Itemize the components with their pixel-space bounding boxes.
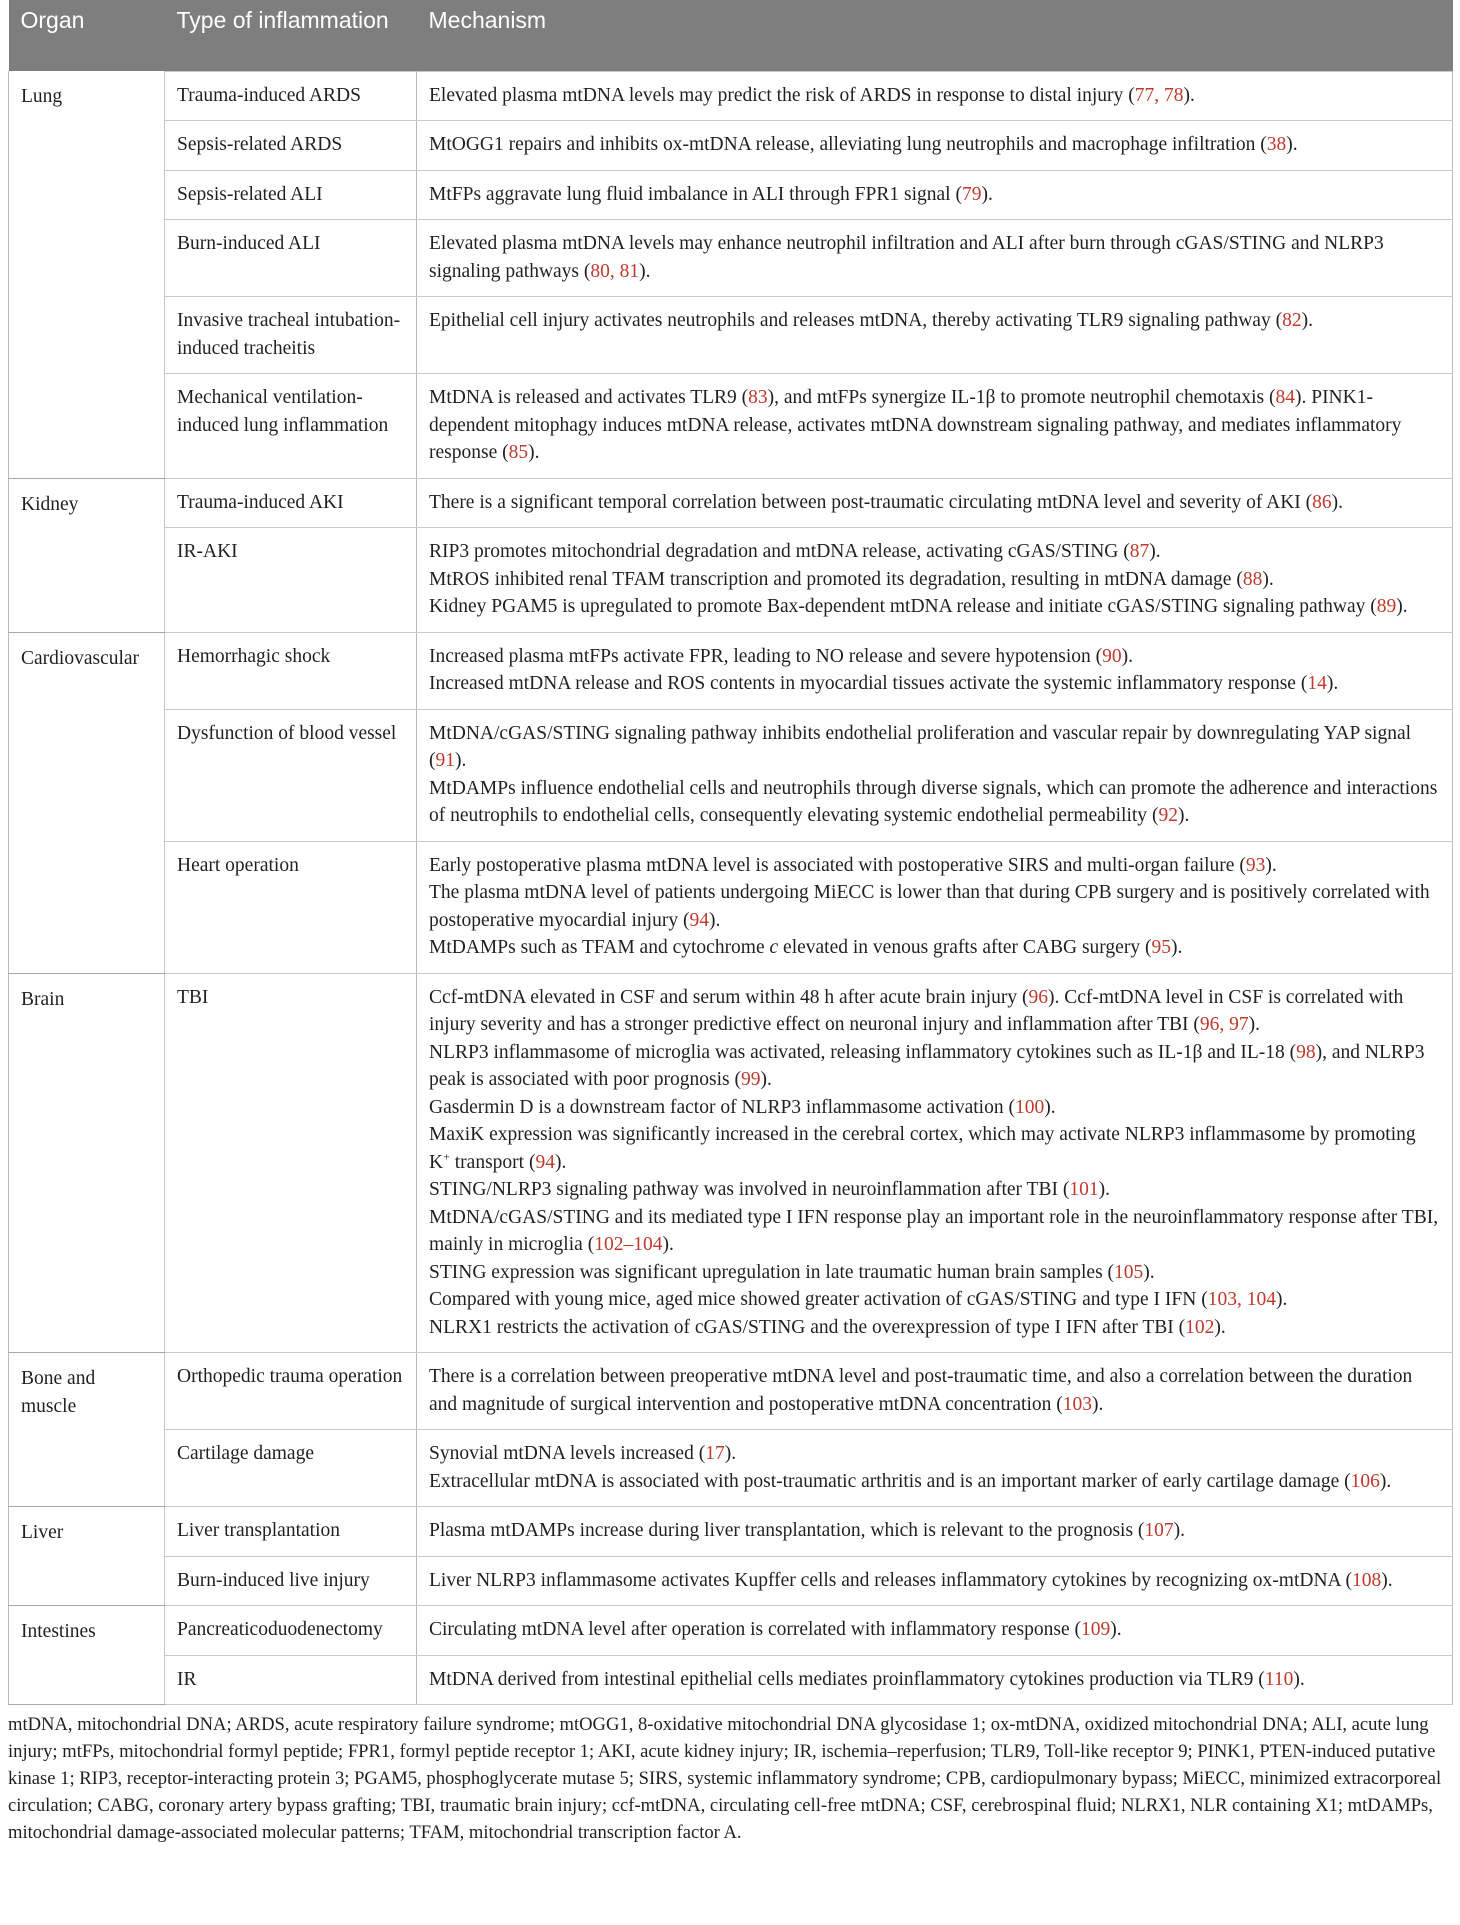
reference-link[interactable]: 108 — [1351, 1569, 1382, 1591]
table-container — [8, 0, 1460, 1846]
mechanism-line: STING expression was significant upregulation in late traumatic human brain samples (105). — [429, 1261, 1155, 1283]
reference-link[interactable]: 80, 81 — [590, 260, 640, 282]
reference-link[interactable]: 79 — [961, 183, 982, 205]
inflammation-type-cell: Trauma-induced AKI — [165, 478, 417, 528]
inflammation-type-cell: Burn-induced ALI — [165, 220, 417, 297]
mechanism-cell — [417, 297, 1453, 374]
mechanism-line: Increased plasma mtFPs activate FPR, leading to NO release and severe hypotension (90). — [429, 645, 1133, 667]
reference-link[interactable]: 86 — [1312, 491, 1332, 513]
reference-link[interactable]: 14 — [1307, 673, 1327, 694]
header-mechanism: Mechanism — [417, 0, 1453, 71]
inflammation-type-cell: Cartilage damage — [165, 1430, 417, 1507]
reference-link[interactable]: 103 — [1062, 1393, 1093, 1415]
organ-cell-lung: Lung — [9, 71, 165, 478]
organ-cell-liver: Liver — [9, 1507, 165, 1606]
mechanism-line: MtROS inhibited renal TFAM transcription and promoted its degradation, resulting in mtDNA damage (88). — [429, 568, 1274, 590]
mechanism-line: RIP3 promotes mitochondrial degradation and mtDNA release, activating cGAS/STING (87). — [429, 541, 1161, 562]
inflammation-type-cell: IR-AKI — [165, 528, 417, 633]
reference-link[interactable]: 87 — [1129, 541, 1150, 562]
inflammation-type-cell: Dysfunction of blood vessel — [165, 709, 417, 841]
mechanism-line: MtDNA/cGAS/STING signaling pathway inhibits endothelial proliferation and vascular repair by downregulating YAP signal (91). — [429, 722, 1412, 771]
inflammation-type-cell: Sepsis-related ALI — [165, 170, 417, 220]
organ-cell-brain: Brain — [9, 973, 165, 1353]
inflammation-type-cell: Heart operation — [165, 841, 417, 973]
mechanism-line: MtFPs aggravate lung fluid imbalance in ALI through FPR1 signal (79). — [429, 183, 993, 205]
table-row — [9, 170, 1453, 220]
mechanism-line: MtOGG1 repairs and inhibits ox-mtDNA release, alleviating lung neutrophils and macrophage infiltration (38). — [429, 134, 1298, 155]
inflammation-type-cell: Trauma-induced ARDS — [165, 71, 417, 121]
reference-link[interactable]: 77, 78 — [1134, 84, 1184, 106]
reference-link[interactable]: 99 — [740, 1069, 761, 1090]
mechanism-cell — [417, 220, 1453, 297]
table-row — [9, 374, 1453, 479]
organ-cell-intestines: Intestines — [9, 1606, 165, 1705]
mechanism-line: STING/NLRP3 signaling pathway was involved in neuroinflammation after TBI (101). — [429, 1179, 1110, 1200]
reference-link[interactable]: 82 — [1282, 310, 1302, 331]
reference-link[interactable]: 110 — [1264, 1668, 1294, 1690]
reference-link[interactable]: 83 — [748, 387, 768, 408]
organ-cell-bone-and-muscle: Bone and muscle — [9, 1353, 165, 1507]
table-row — [9, 478, 1453, 528]
inflammation-type-cell: Invasive tracheal intubation-induced tracheitis — [165, 297, 417, 374]
inflammation-type-cell: Hemorrhagic shock — [165, 632, 417, 709]
header-organ: Organ — [9, 0, 165, 71]
reference-link[interactable]: 88 — [1242, 568, 1263, 590]
inflammation-type-cell: IR — [165, 1655, 417, 1705]
mechanism-cell — [417, 71, 1453, 121]
reference-link[interactable]: 38 — [1266, 134, 1287, 155]
table-row — [9, 841, 1453, 973]
mechanism-line: There is a correlation between preoperative mtDNA level and post-traumatic time, and also a correlation between the duration and magnitude of surgical intervention and postoperative mtDNA concentration (103). — [429, 1366, 1413, 1415]
reference-link[interactable]: 106 — [1350, 1470, 1380, 1492]
mechanism-cell — [417, 1655, 1453, 1705]
reference-link[interactable]: 92 — [1158, 805, 1178, 826]
table-row — [9, 528, 1453, 633]
mechanism-cell — [417, 1353, 1453, 1430]
mechanism-cell — [417, 1556, 1453, 1606]
table-row — [9, 1556, 1453, 1606]
table-row — [9, 71, 1453, 121]
reference-link[interactable]: 100 — [1014, 1096, 1045, 1118]
reference-link[interactable]: 101 — [1069, 1179, 1099, 1200]
mechanism-line: Kidney PGAM5 is upregulated to promote Bax-dependent mtDNA release and initiate cGAS/STING signaling pathway (89). — [429, 596, 1408, 617]
mechanism-line: MtDNA is released and activates TLR9 (83), and mtFPs synergize IL-1β to promote neutrophil chemotaxis (84). PINK1-dependent mitophagy induces mtDNA release, activates mtDNA downstream signaling pathway, and mediates inflammatory response (85). — [429, 387, 1402, 463]
table-row — [9, 632, 1453, 709]
mechanism-line: Liver NLRP3 inflammasome activates Kupffer cells and releases inflammatory cytokines by recognizing ox-mtDNA (108). — [429, 1569, 1393, 1591]
reference-link[interactable]: 17 — [705, 1443, 725, 1464]
reference-link[interactable]: 91 — [435, 750, 455, 771]
mechanism-line: Early postoperative plasma mtDNA level is associated with postoperative SIRS and multi-organ failure (93). — [429, 854, 1277, 876]
mechanism-line: Increased mtDNA release and ROS contents in myocardial tissues activate the systemic inflammatory response (14). — [429, 673, 1339, 694]
inflammation-type-cell: TBI — [165, 973, 417, 1353]
table-footnote: mtDNA, mitochondrial DNA; ARDS, acute respiratory failure syndrome; mtOGG1, 8-oxidative mitochondrial DNA glycosidase 1; ox-mtDNA, oxidized mitochondrial DNA; ALI, acute lung injury; mtFPs, mitochondrial formyl peptide; FPR1, formyl peptide receptor 1; AKI, acute kidney injury; IR, ischemia–reperfusion; TLR9, Toll-like receptor 9; PINK1, PTEN-induced putative kinase 1; RIP3, receptor-interacting protein 3; PGAM5, phosphoglycerate mutase 5; SIRS, systemic inflammatory syndrome; CPB, cardiopulmonary bypass; MiECC, minimized extracorporeal circulation; CABG, coronary artery bypass grafting; TBI, traumatic brain injury; ccf-mtDNA, circulating cell-free mtDNA; CSF, cerebrospinal fluid; NLRX1, NLR containing X1; mtDAMPs, mitochondrial damage-associated molecular patterns; TFAM, mitochondrial transcription factor A. — [8, 1714, 1442, 1843]
mechanism-line: Ccf-mtDNA elevated in CSF and serum within 48 h after acute brain injury (96). Ccf-mtDNA level in CSF is correlated with injury severity and has a stronger predictive effect on neuronal injury and inflammation after TBI (96, 97). — [429, 986, 1404, 1035]
inflammation-type-cell: Liver transplantation — [165, 1507, 417, 1557]
mechanism-cell — [417, 709, 1453, 841]
mechanism-line: Epithelial cell injury activates neutrophils and releases mtDNA, thereby activating TLR9 signaling pathway (82). — [429, 310, 1313, 331]
reference-link[interactable]: 98 — [1296, 1041, 1316, 1063]
mechanism-line: Compared with young mice, aged mice showed greater activation of cGAS/STING and type I IFN (103, 104). — [429, 1289, 1288, 1310]
reference-link[interactable]: 109 — [1080, 1619, 1111, 1640]
organ-cell-kidney: Kidney — [9, 478, 165, 632]
mechanism-cell — [417, 374, 1453, 479]
table-header-row — [9, 0, 1453, 71]
inflammation-type-cell: Burn-induced live injury — [165, 1556, 417, 1606]
reference-link[interactable]: 105 — [1114, 1261, 1144, 1283]
mechanism-cell — [417, 973, 1453, 1353]
mechanism-line: MaxiK expression was significantly increased in the cerebral cortex, which may activate NLRP3 inflammasome by promoting K+ transport (94). — [429, 1124, 1416, 1173]
table-row — [9, 1655, 1453, 1705]
mechanism-cell — [417, 632, 1453, 709]
reference-link[interactable]: 103, 104 — [1207, 1289, 1276, 1310]
reference-link[interactable]: 84 — [1275, 387, 1295, 408]
table-row — [9, 220, 1453, 297]
mechanism-cell — [417, 1606, 1453, 1656]
mechanism-line: NLRP3 inflammasome of microglia was activated, releasing inflammatory cytokines such as IL-1β and IL-18 (98), and NLRP3 peak is associated with poor prognosis (99). — [429, 1041, 1425, 1090]
organ-cell-cardiovascular: Cardiovascular — [9, 632, 165, 973]
table-row — [9, 1353, 1453, 1430]
inflammation-type-cell: Sepsis-related ARDS — [165, 121, 417, 171]
header-type-of-inflammation: Type of inflammation — [165, 0, 417, 71]
mechanism-line: MtDAMPs influence endothelial cells and neutrophils through diverse signals, which can promote the adherence and interactions of neutrophils to endothelial cells, consequently elevating systemic endothelial permeability (92). — [429, 777, 1438, 826]
mechanism-line: The plasma mtDNA level of patients undergoing MiECC is lower than that during CPB surgery and is positively correlated with postoperative myocardial injury (94). — [429, 882, 1430, 931]
reference-link[interactable]: 90 — [1102, 645, 1122, 667]
mechanism-line: Plasma mtDAMPs increase during liver transplantation, which is relevant to the prognosis (107). — [429, 1520, 1186, 1541]
reference-link[interactable]: 102–104 — [594, 1234, 663, 1255]
table-body — [9, 71, 1453, 1705]
mechanism-cell — [417, 1430, 1453, 1507]
mechanism-line: Circulating mtDNA level after operation is correlated with inflammatory response (109). — [429, 1619, 1122, 1640]
mechanism-line: Synovial mtDNA levels increased (17). — [429, 1443, 737, 1464]
mechanism-cell — [417, 528, 1453, 633]
table-row — [9, 1507, 1453, 1557]
reference-link[interactable]: 96, 97 — [1199, 1014, 1249, 1035]
reference-link[interactable]: 94 — [689, 909, 709, 931]
mechanism-line: Elevated plasma mtDNA levels may predict the risk of ARDS in response to distal injury (77, 78). — [429, 84, 1195, 106]
mechanism-line: MtDNA derived from intestinal epithelial cells mediates proinflammatory cytokines production via TLR9 (110). — [429, 1668, 1305, 1690]
mechanism-line: There is a significant temporal correlation between post-traumatic circulating mtDNA level and severity of AKI (86). — [429, 491, 1344, 513]
inflammation-type-cell: Pancreaticoduodenectomy — [165, 1606, 417, 1656]
reference-link[interactable]: 85 — [508, 442, 529, 463]
mtdna-inflammation-table — [8, 0, 1453, 1705]
mechanism-line: NLRX1 restricts the activation of cGAS/STING and the overexpression of type I IFN after TBI (102). — [429, 1316, 1226, 1338]
mechanism-line: Gasdermin D is a downstream factor of NLRP3 inflammasome activation (100). — [429, 1096, 1056, 1118]
table-row — [9, 1606, 1453, 1656]
mechanism-line: Extracellular mtDNA is associated with post-traumatic arthritis and is an important marker of early cartilage damage (106). — [429, 1470, 1392, 1492]
table-row — [9, 1430, 1453, 1507]
inflammation-type-cell: Mechanical ventilation-induced lung inflammation — [165, 374, 417, 479]
inflammation-type-cell: Orthopedic trauma operation — [165, 1353, 417, 1430]
mechanism-line: MtDNA/cGAS/STING and its mediated type I IFN response play an important role in the neuroinflammatory response after TBI, mainly in microglia (102–104). — [429, 1206, 1439, 1255]
table-row — [9, 973, 1453, 1353]
mechanism-cell — [417, 478, 1453, 528]
mechanism-cell — [417, 121, 1453, 171]
reference-link[interactable]: 94 — [535, 1151, 555, 1173]
mechanism-line: Elevated plasma mtDNA levels may enhance neutrophil infiltration and ALI after burn through cGAS/STING and NLRP3 signaling pathways (80, 81). — [429, 233, 1384, 282]
mechanism-cell — [417, 841, 1453, 973]
reference-link[interactable]: 93 — [1245, 854, 1266, 876]
table-row — [9, 121, 1453, 171]
reference-link[interactable]: 107 — [1144, 1520, 1174, 1541]
mechanism-cell — [417, 1507, 1453, 1557]
mechanism-cell — [417, 170, 1453, 220]
reference-link[interactable]: 102 — [1185, 1316, 1215, 1338]
reference-link[interactable]: 96 — [1028, 986, 1048, 1008]
mechanism-line: MtDAMPs such as TFAM and cytochrome c elevated in venous grafts after CABG surgery (95). — [429, 937, 1183, 958]
reference-link[interactable]: 89 — [1376, 596, 1397, 617]
reference-link[interactable]: 95 — [1151, 937, 1171, 958]
table-row — [9, 709, 1453, 841]
table-row — [9, 297, 1453, 374]
